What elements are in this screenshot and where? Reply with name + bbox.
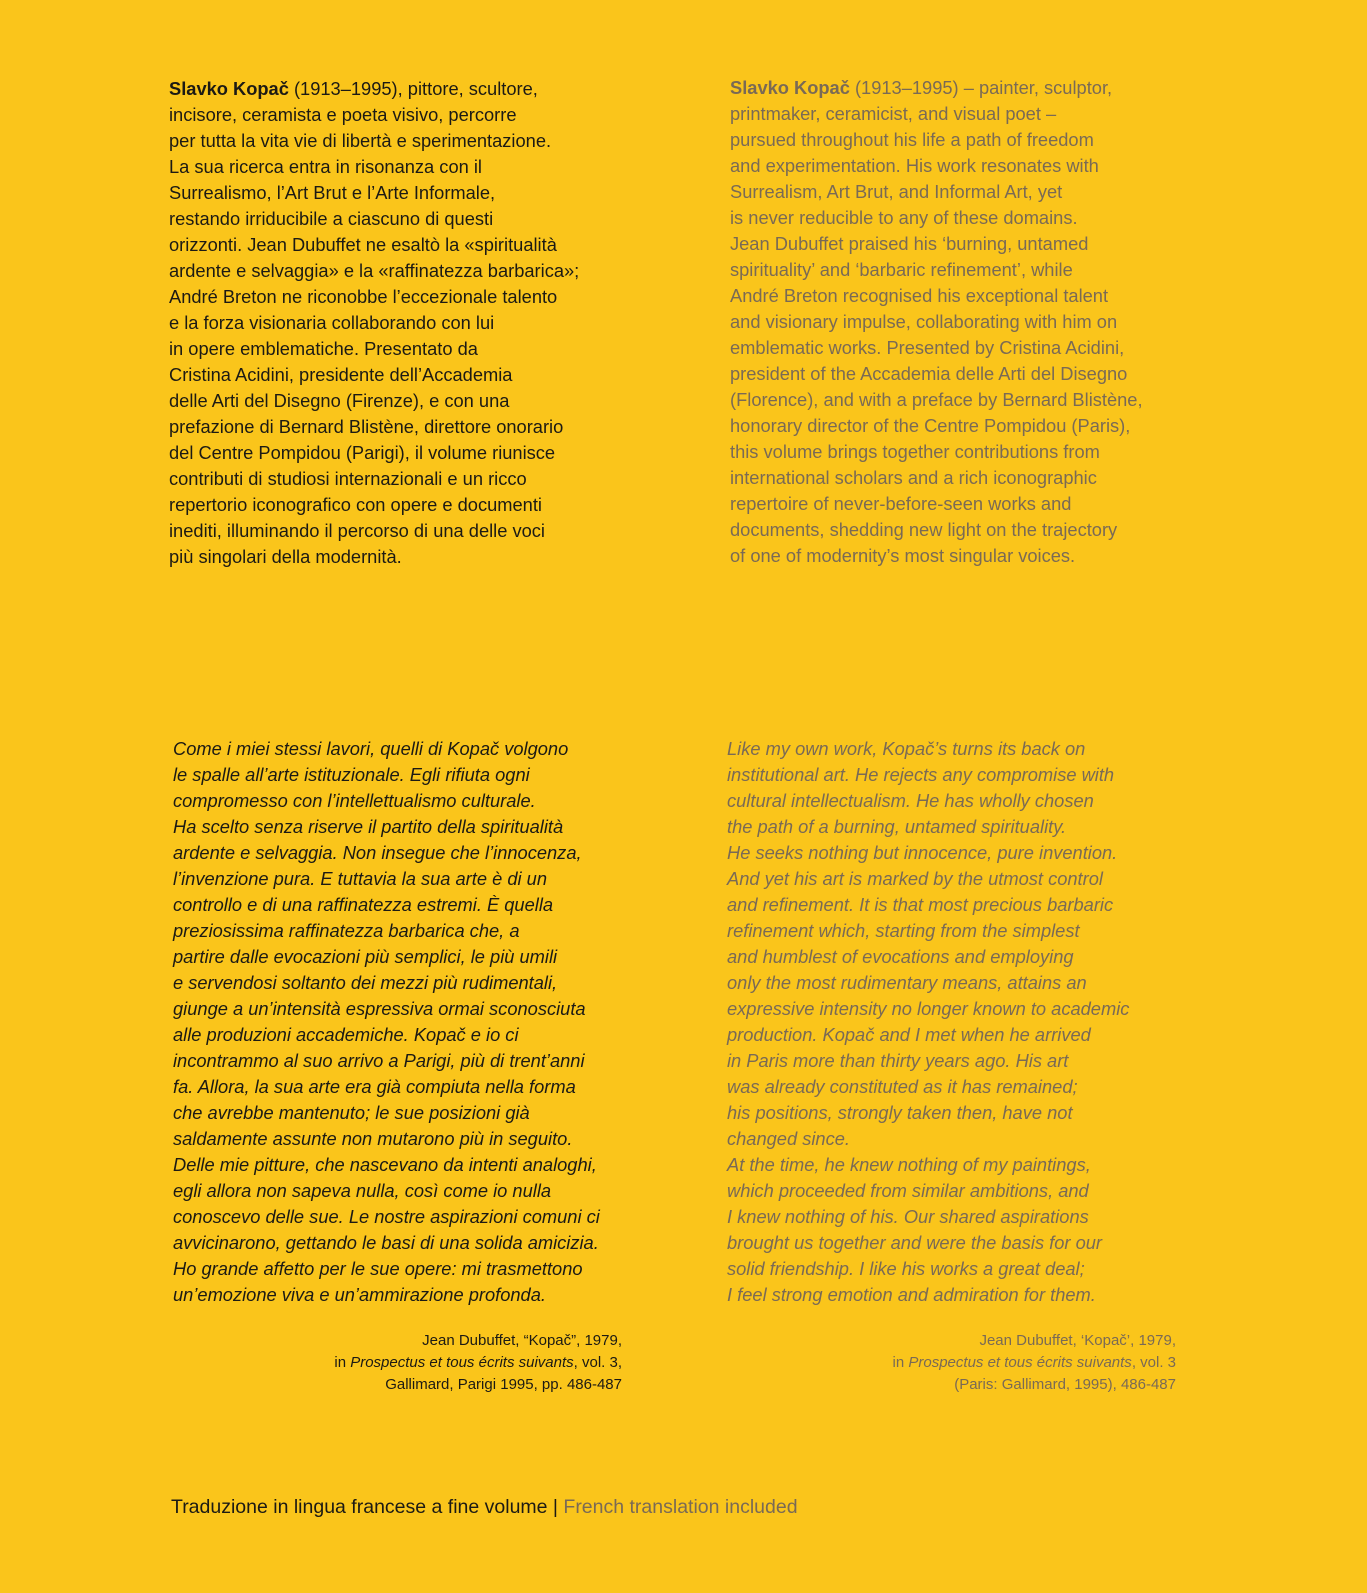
- footer-separator: |: [547, 1496, 564, 1518]
- quote-english: [727, 736, 1247, 1308]
- citation-english: [850, 1330, 1176, 1396]
- author-name-english: Slavko Kopač: [730, 77, 850, 98]
- footer-english: French translation included: [563, 1496, 798, 1518]
- citation-italian-text: Jean Dubuffet, “Kopač”, 1979, in Prospectus et tous écrits suivants, vol. 3, Gallimard, Parigi 1995, pp. 486-487: [334, 1332, 622, 1393]
- book-title-english: Prospectus et tous écrits suivants: [908, 1354, 1132, 1371]
- footer-translation-note: [171, 1496, 798, 1519]
- book-title-italian: Prospectus et tous écrits suivants: [350, 1354, 574, 1371]
- footer-italian: Traduzione in lingua francese a fine volume: [171, 1496, 548, 1518]
- quote-italian: [173, 736, 673, 1308]
- quote-italian-text: Come i miei stessi lavori, quelli di Kopač volgono le spalle all’arte istituzionale. Egli rifiuta ogni compromesso con l’intellettualismo culturale. Ha scelto senza riserve il partito della spiritualità ardente e selvaggia. Non insegue che l’innocenza, l’invenzione pura. E tuttavia la sua arte è di un controllo e di una raffinatezza estremi. È quella preziosissima raffinatezza barbarica che, a partire dalle evocazioni più semplici, le più umili e servendosi soltanto dei mezzi più rudimentali, giunge a un’intensità espressiva ormai sconosciuta alle produzioni accademiche. Kopač e io ci incontrammo al suo arrivo a Parigi, più di trent’anni fa. Allora, la sua arte era già compiuta nella forma che avrebbe mantenuto; le sue posizioni già saldamente assunte non mutarono più in seguito. Delle mie pitture, che nascevano da intenti analoghi, egli allora non sapeva nulla, così come io nulla conoscevo delle sue. Le nostre aspirazioni comuni ci avvicinarono, gettando le basi di una solida amicizia. Ho grande affetto per le sue opere: mi trasmettono un’emozione viva e un’ammirazione profonda.: [173, 738, 600, 1305]
- citation-english-text: Jean Dubuffet, ‘Kopač’, 1979, in Prospectus et tous écrits suivants, vol. 3 (Paris: Gallimard, 1995), 486-487: [892, 1332, 1176, 1393]
- quote-english-text: Like my own work, Kopač’s turns its back on institutional art. He rejects any compromise with cultural intellectualism. He has wholly chosen the path of a burning, untamed spirituality. He seeks nothing but innocence, pure invention. And yet his art is marked by the utmost control and refinement. It is that most precious barbaric refinement which, starting from the simplest and humblest of evocations and employing only the most rudimentary means, attains an expressive intensity no longer known to academic production. Kopač and I met when he arrived in Paris more than thirty years ago. His art was already constituted as it has remained; his positions, strongly taken then, have not changed since. At the time, he knew nothing of my paintings, which proceeded from similar ambitions, and I knew nothing of his. Our shared aspirations brought us together and were the basis for our solid friendship. I like his works a great deal; I feel strong emotion and admiration for them.: [727, 738, 1130, 1305]
- citation-italian: [300, 1330, 622, 1396]
- intro-italian-text: Slavko Kopač (1913–1995), pittore, scultore, incisore, ceramista e poeta visivo, percorre per tutta la vita vie di libertà e sperimentazione. La sua ricerca entra in risonanza con il Surrealismo, l’Art Brut e l’Arte Informale, restando irriducibile a ciascuno di questi orizzonti. Jean Dubuffet ne esaltò la «spiritualità ardente e selvaggia» e la «raffinatezza barbarica»; André Breton ne riconobbe l’eccezionale talento e la forza visionaria collaborando con lui in opere emblematiche. Presentato da Cristina Acidini, presidente dell’Accademia delle Arti del Disegno (Firenze), e con una prefazione di Bernard Blistène, direttore onorario del Centre Pompidou (Parigi), il volume riunisce contributi di studiosi internazionali e un ricco repertorio iconografico con opere e documenti inediti, illuminando il percorso di una delle voci più singolari della modernità.: [169, 78, 580, 567]
- intro-italian: [169, 76, 669, 570]
- intro-english: [730, 75, 1230, 569]
- intro-english-text: Slavko Kopač (1913–1995) – painter, sculptor, printmaker, ceramicist, and visual poet – pursued throughout his life a path of freedom and experimentation. His work resonates with Surrealism, Art Brut, and Informal Art, yet is never reducible to any of these domains. Jean Dubuffet praised his ‘burning, untamed spirituality’ and ‘barbaric refinement’, while André Breton recognised his exceptional talent and visionary impulse, collaborating with him on emblematic works. Presented by Cristina Acidini, president of the Accademia delle Arti del Disegno (Florence), and with a preface by Bernard Blistène, honorary director of the Centre Pompidou (Paris), this volume brings together contributions from international scholars and a rich iconographic repertoire of never-before-seen works and documents, shedding new light on the trajectory of one of modernity’s most singular voices.: [730, 77, 1143, 566]
- author-name-italian: Slavko Kopač: [169, 78, 289, 99]
